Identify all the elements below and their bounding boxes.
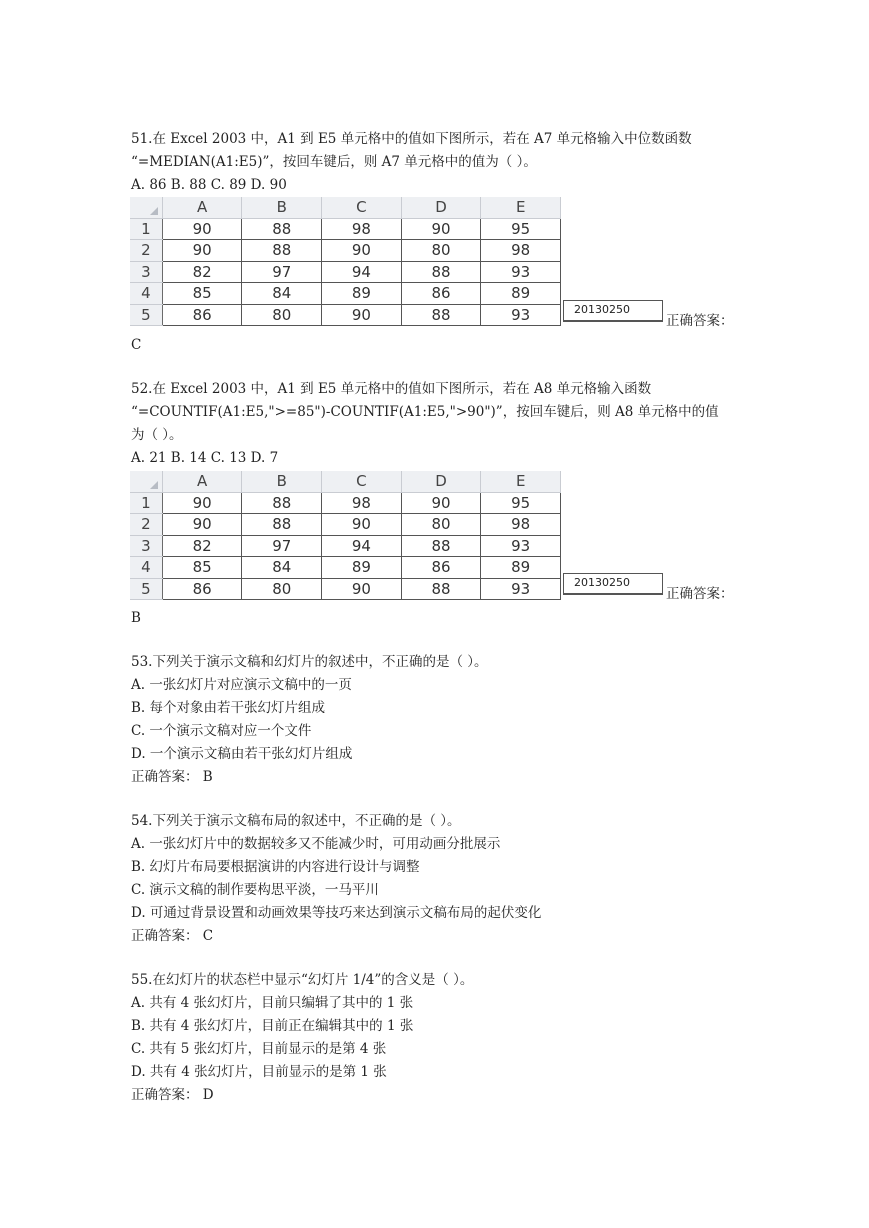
row-header: 3 bbox=[130, 535, 162, 557]
table-row bbox=[130, 578, 561, 600]
column-header: C bbox=[322, 471, 402, 492]
table-row bbox=[130, 557, 561, 579]
table-cell: 90 bbox=[162, 492, 242, 514]
table-cell: 84 bbox=[242, 283, 322, 305]
column-header: D bbox=[401, 197, 481, 218]
row-header: 5 bbox=[130, 304, 162, 326]
question-51-code-box: 20130250 bbox=[563, 300, 663, 322]
table-cell: 93 bbox=[481, 304, 561, 326]
question-52-code-box: 20130250 bbox=[563, 573, 663, 595]
table-cell: 80 bbox=[401, 514, 481, 536]
table-cell: 88 bbox=[401, 304, 481, 326]
table-cell: 88 bbox=[242, 514, 322, 536]
table-cell: 88 bbox=[401, 535, 481, 557]
question-51-line-1: 51.在 Excel 2003 中，A1 到 E5 单元格中的值如下图所示，若在 A7 单元格输入中位数函数 bbox=[131, 131, 692, 147]
row-header: 5 bbox=[130, 578, 162, 600]
table-cell: 93 bbox=[481, 535, 561, 557]
table-cell: 89 bbox=[481, 557, 561, 579]
table-row bbox=[130, 304, 561, 326]
table-cell: 93 bbox=[481, 261, 561, 283]
table-row bbox=[130, 240, 561, 262]
select-all-corner bbox=[130, 197, 162, 218]
row-header: 2 bbox=[130, 240, 162, 262]
table-cell: 86 bbox=[162, 304, 242, 326]
question-52-answer-label: 正确答案： bbox=[666, 586, 734, 602]
table-cell: 98 bbox=[322, 492, 402, 514]
row-header: 4 bbox=[130, 283, 162, 305]
table-cell: 90 bbox=[322, 240, 402, 262]
question-51-line-2: “=MEDIAN(A1:E5)”，按回车键后，则 A7 单元格中的值为（ ）。 bbox=[131, 154, 537, 170]
table-cell: 80 bbox=[401, 240, 481, 262]
column-header: A bbox=[162, 471, 242, 492]
question-53-answer: 正确答案： B bbox=[131, 769, 213, 785]
table-cell: 89 bbox=[322, 557, 402, 579]
table-cell: 98 bbox=[322, 218, 402, 240]
table-cell: 89 bbox=[322, 283, 402, 305]
column-header: E bbox=[481, 197, 561, 218]
table-cell: 82 bbox=[162, 261, 242, 283]
column-header: A bbox=[162, 197, 242, 218]
table-row bbox=[130, 492, 561, 514]
table-cell: 86 bbox=[401, 283, 481, 305]
question-51-options: A. 86 B. 88 C. 89 D. 90 bbox=[131, 177, 287, 193]
table-cell: 97 bbox=[242, 535, 322, 557]
question-55-stem: 55.在幻灯片的状态栏中显示“幻灯片 1/4”的含义是（ ）。 bbox=[131, 972, 474, 988]
question-55-answer: 正确答案： D bbox=[131, 1087, 214, 1103]
question-55-option-b: B. 共有 4 张幻灯片，目前正在编辑其中的 1 张 bbox=[131, 1018, 414, 1034]
table-cell: 93 bbox=[481, 578, 561, 600]
question-54-answer: 正确答案： C bbox=[131, 928, 214, 944]
table-row bbox=[130, 283, 561, 305]
question-55-option-a: A. 共有 4 张幻灯片，目前只编辑了其中的 1 张 bbox=[131, 995, 414, 1011]
table-cell: 90 bbox=[401, 218, 481, 240]
column-header: C bbox=[322, 197, 402, 218]
table-cell: 90 bbox=[322, 578, 402, 600]
question-54-option-b: B. 幻灯片布局要根据演讲的内容进行设计与调整 bbox=[131, 859, 420, 875]
table-cell: 84 bbox=[242, 557, 322, 579]
table-row bbox=[130, 218, 561, 240]
column-header: B bbox=[242, 471, 322, 492]
table-cell: 88 bbox=[401, 578, 481, 600]
table-cell: 90 bbox=[322, 514, 402, 536]
row-header: 3 bbox=[130, 261, 162, 283]
question-52-options: A. 21 B. 14 C. 13 D. 7 bbox=[131, 450, 279, 466]
question-51-answer-label: 正确答案： bbox=[666, 313, 734, 329]
table-cell: 86 bbox=[401, 557, 481, 579]
question-54-option-d: D. 可通过背景设置和动画效果等技巧来达到演示文稿布局的起伏变化 bbox=[131, 905, 542, 921]
question-54-option-c: C. 演示文稿的制作要构思平淡，一马平川 bbox=[131, 882, 379, 898]
column-header: D bbox=[401, 471, 481, 492]
question-52-answer: B bbox=[131, 610, 141, 626]
table-cell: 94 bbox=[322, 535, 402, 557]
excel-table-q51 bbox=[130, 197, 561, 326]
table-cell: 86 bbox=[162, 578, 242, 600]
table-cell: 98 bbox=[481, 514, 561, 536]
table-cell: 89 bbox=[481, 283, 561, 305]
table-cell: 98 bbox=[481, 240, 561, 262]
select-all-corner bbox=[130, 471, 162, 492]
table-row bbox=[130, 535, 561, 557]
table-cell: 88 bbox=[242, 492, 322, 514]
table-cell: 80 bbox=[242, 304, 322, 326]
table-cell: 88 bbox=[401, 261, 481, 283]
table-cell: 80 bbox=[242, 578, 322, 600]
question-53-option-d: D. 一个演示文稿由若干张幻灯片组成 bbox=[131, 746, 353, 762]
question-52-line-1: 52.在 Excel 2003 中，A1 到 E5 单元格中的值如下图所示，若在 A8 单元格输入函数 bbox=[131, 381, 652, 397]
table-cell: 90 bbox=[162, 240, 242, 262]
table-cell: 85 bbox=[162, 557, 242, 579]
question-53-option-b: B. 每个对象由若干张幻灯片组成 bbox=[131, 700, 326, 716]
row-header: 1 bbox=[130, 218, 162, 240]
question-51-answer: C bbox=[131, 337, 142, 353]
question-53-option-c: C. 一个演示文稿对应一个文件 bbox=[131, 723, 312, 739]
question-55-option-d: D. 共有 4 张幻灯片，目前显示的是第 1 张 bbox=[131, 1064, 387, 1080]
table-cell: 95 bbox=[481, 218, 561, 240]
table-cell: 82 bbox=[162, 535, 242, 557]
table-cell: 97 bbox=[242, 261, 322, 283]
table-cell: 94 bbox=[322, 261, 402, 283]
question-53-option-a: A. 一张幻灯片对应演示文稿中的一页 bbox=[131, 677, 352, 693]
column-header: B bbox=[242, 197, 322, 218]
excel-table-q52 bbox=[130, 471, 561, 600]
question-54-stem: 54.下列关于演示文稿布局的叙述中，不正确的是（ ）。 bbox=[131, 813, 461, 829]
row-header: 2 bbox=[130, 514, 162, 536]
table-row bbox=[130, 514, 561, 536]
question-52-line-2: “=COUNTIF(A1:E5,">=85")-COUNTIF(A1:E5,">90")”，按回车键后，则 A8 单元格中的值 bbox=[131, 404, 719, 420]
row-header: 4 bbox=[130, 557, 162, 579]
table-cell: 90 bbox=[162, 218, 242, 240]
question-53-stem: 53.下列关于演示文稿和幻灯片的叙述中，不正确的是（ ）。 bbox=[131, 654, 488, 670]
table-cell: 90 bbox=[401, 492, 481, 514]
table-cell: 90 bbox=[162, 514, 242, 536]
question-54-option-a: A. 一张幻灯片中的数据较多又不能减少时，可用动画分批展示 bbox=[131, 836, 501, 852]
column-header: E bbox=[481, 471, 561, 492]
table-cell: 85 bbox=[162, 283, 242, 305]
question-55-option-c: C. 共有 5 张幻灯片，目前显示的是第 4 张 bbox=[131, 1041, 387, 1057]
question-52-line-3: 为（ ）。 bbox=[131, 427, 183, 443]
table-row bbox=[130, 261, 561, 283]
row-header: 1 bbox=[130, 492, 162, 514]
table-cell: 88 bbox=[242, 240, 322, 262]
table-cell: 88 bbox=[242, 218, 322, 240]
table-cell: 90 bbox=[322, 304, 402, 326]
table-cell: 95 bbox=[481, 492, 561, 514]
